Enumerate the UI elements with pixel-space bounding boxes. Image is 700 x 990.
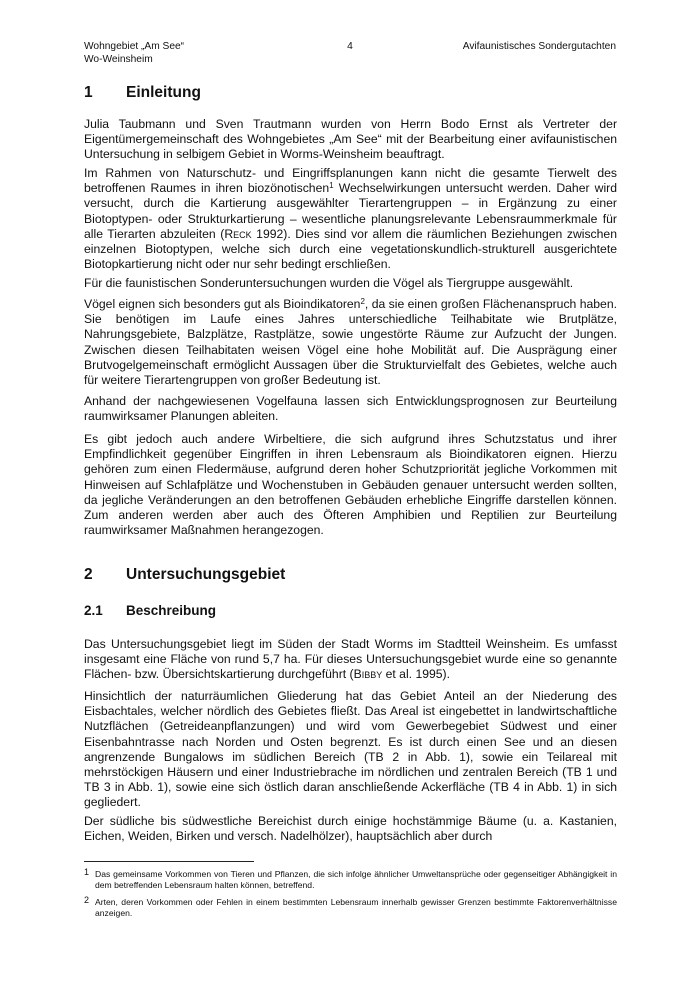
paragraph: Julia Taubmann und Sven Trautmann wurden von Herrn Bodo Ernst als Vertreter der Eigentümergemeinschaft des Wohngebietes „Am See“ mit der Bearbeitung einer avifaunistischen Untersuchung in selbigem Gebiet in Worms-Weinsheim beauftragt. (84, 117, 617, 162)
citation-author: Reck (224, 226, 252, 241)
footnote (84, 897, 617, 919)
section-number: 2 (84, 566, 93, 583)
section-title: Untersuchungsgebiet (126, 566, 286, 583)
header-project-name: Wohngebiet „Am See“ (84, 41, 185, 52)
paragraph: Hinsichtlich der naturräumlichen Gliederung hat das Gebiet Anteil an der Niederung des Eisbachtales, welcher nördlich des Gebietes fließt. Das Areal ist eingebettet in landwirtschaftliche Nutzflächen (Getreideanpflanzungen) und wird vom Gewerbegebiet Südwest und einer Eisenbahntrasse nach Norden und Osten begrenzt. Es ist durch einen See und an diesen angrenzende Bungalows im südlichen Bereich (TB 2 in Abb. 1), sowie ein Teilareal mit mehrstöckigen Häusern und einer Industriebrache im nördlichen und zentralen Bereich (TB 1 und TB 3 in Abb. 1), sowie eine sich östlich daran anschließende Ackerfläche (TB 4 in Abb. 1) in sich gegliedert. (84, 689, 617, 810)
paragraph: Für die faunistischen Sonderuntersuchungen wurden die Vögel als Tiergruppe ausgewählt. (84, 276, 574, 290)
subsection-number: 2.1 (84, 603, 103, 618)
footnote-text: Das gemeinsame Vorkommen von Tieren und Pflanzen, die sich infolge ähnlicher Umweltansprüche oder gegenseitiger Abhängigkeit in dem betreffenden Lebensraum halten können, betreffend. (95, 869, 617, 890)
footnote-text: Arten, deren Vorkommen oder Fehlen in einem bestimmten Lebensraum innerhalb gewisser Grenzen bestimmte Faktorenverhältnisse anzeigen. (95, 897, 617, 918)
paragraph-text: , da sie einen großen Flächenanspruch haben. Sie benötigen im Laufe eines Jahres unterschiedliche Teilhabitate wie Brutplätze, Nahrungsgebiete, Balzplätze, Rastplätze, sowie ungestörte Räume zur Aufzucht der Jungen. Zwischen diesen Teilhabitaten weisen Vögel eine hohe Mobilität auf. Die Ausprägung einer Brutvogelgemeinschaft ermöglicht Aussagen über die Strukturvielfalt des Gebietes, welche auch für weitere Tierartengruppen von großer Bedeutung ist. (84, 297, 617, 388)
footnote (84, 869, 617, 891)
header-right: Avifaunistisches Sondergutachten (462, 41, 616, 52)
footnote-mark: 2 (84, 895, 90, 905)
footnote-mark: 1 (84, 867, 90, 877)
citation-author: Bibby (353, 667, 383, 682)
footnote-reference: 2 (360, 297, 365, 306)
section-heading-2 (84, 566, 285, 584)
paragraph: Der südliche bis südwestliche Bereichist durch einige hochstämmige Bäume (u. a. Kastanien, Eichen, Weiden, Birken und versch. Nadelhölzer), hauptsächlich aber durch (84, 814, 617, 844)
paragraph-text: Wechselwirkungen untersucht werden. Daher wird versucht, durch die Kartierung ausgewählter Tierartengruppen – in Ergänzung zu einer Biotoptypen- oder Strukturkartierung – wesentliche planungsrelevante Lebensraummerkmale für alle Tierarten abzuleiten ( (84, 181, 617, 241)
header-location: Wo-Weinsheim (84, 54, 153, 65)
section-title: Einleitung (126, 84, 201, 101)
paragraph-text: Das Untersuchungsgebiet liegt im Süden der Stadt Worms im Stadtteil Weinsheim. Es umfasst insgesamt eine Fläche von rund 5,7 ha. Für dieses Untersuchungsgebiet wurde eine so genannte Flächen- bzw. Übersichtskartierung durchgeführt ( (84, 637, 617, 682)
paragraph-text: Vögel eignen sich besonders gut als Bioindikatoren (84, 297, 361, 311)
footnote-reference: 1 (329, 181, 334, 191)
paragraph-text: et al. 1995). (382, 667, 451, 682)
section-heading-1 (84, 84, 201, 102)
section-number: 1 (84, 84, 93, 101)
page-number: 4 (347, 41, 353, 52)
footnote-separator (84, 861, 254, 862)
subsection-title: Beschreibung (126, 603, 217, 618)
subsection-heading (84, 603, 216, 618)
paragraph (84, 637, 617, 683)
paragraph: Anhand der nachgewiesenen Vogelfauna lassen sich Entwicklungsprognosen zur Beurteilung raumwirksamer Planungen ableiten. (84, 394, 617, 424)
paragraph: Es gibt jedoch auch andere Wirbeltiere, die sich aufgrund ihres Schutzstatus und ihrer Empfindlichkeit gegenüber Eingriffen in ihren Lebensraum als Bioindikatoren eignen. Hierzu gehören zum einen Fledermäuse, aufgrund deren hoher Schutzpriorität jegliche Vorkommen mit Hinweisen auf Schlafplätze und Wochenstuben in Gebäuden genauer untersucht werden sollten, da jegliche Veränderungen an den betroffenen Gebäuden erhebliche Eingriffe darstellen können. Zum anderen werden aber auch des Öfteren Amphibien und Reptilien zur Beurteilung raumwirksamer Maßnahmen herangezogen. (84, 432, 617, 538)
paragraph (84, 166, 617, 272)
paragraph-text: Im Rahmen von Naturschutz- und Eingriffsplanungen kann nicht die gesamte Tierwelt des betroffenen Raumes in ihren biozönotischen (84, 166, 617, 196)
paragraph-text: 1992). Dies sind vor allem die räumlichen Beziehungen zwischen einzelnen Biotoptypen, welche sich durch eine vegetationskundlich-strukturell ausgerichtete Biotopkartierung nicht oder nur sehr bedingt erschließen. (84, 226, 617, 272)
paragraph (84, 297, 617, 388)
